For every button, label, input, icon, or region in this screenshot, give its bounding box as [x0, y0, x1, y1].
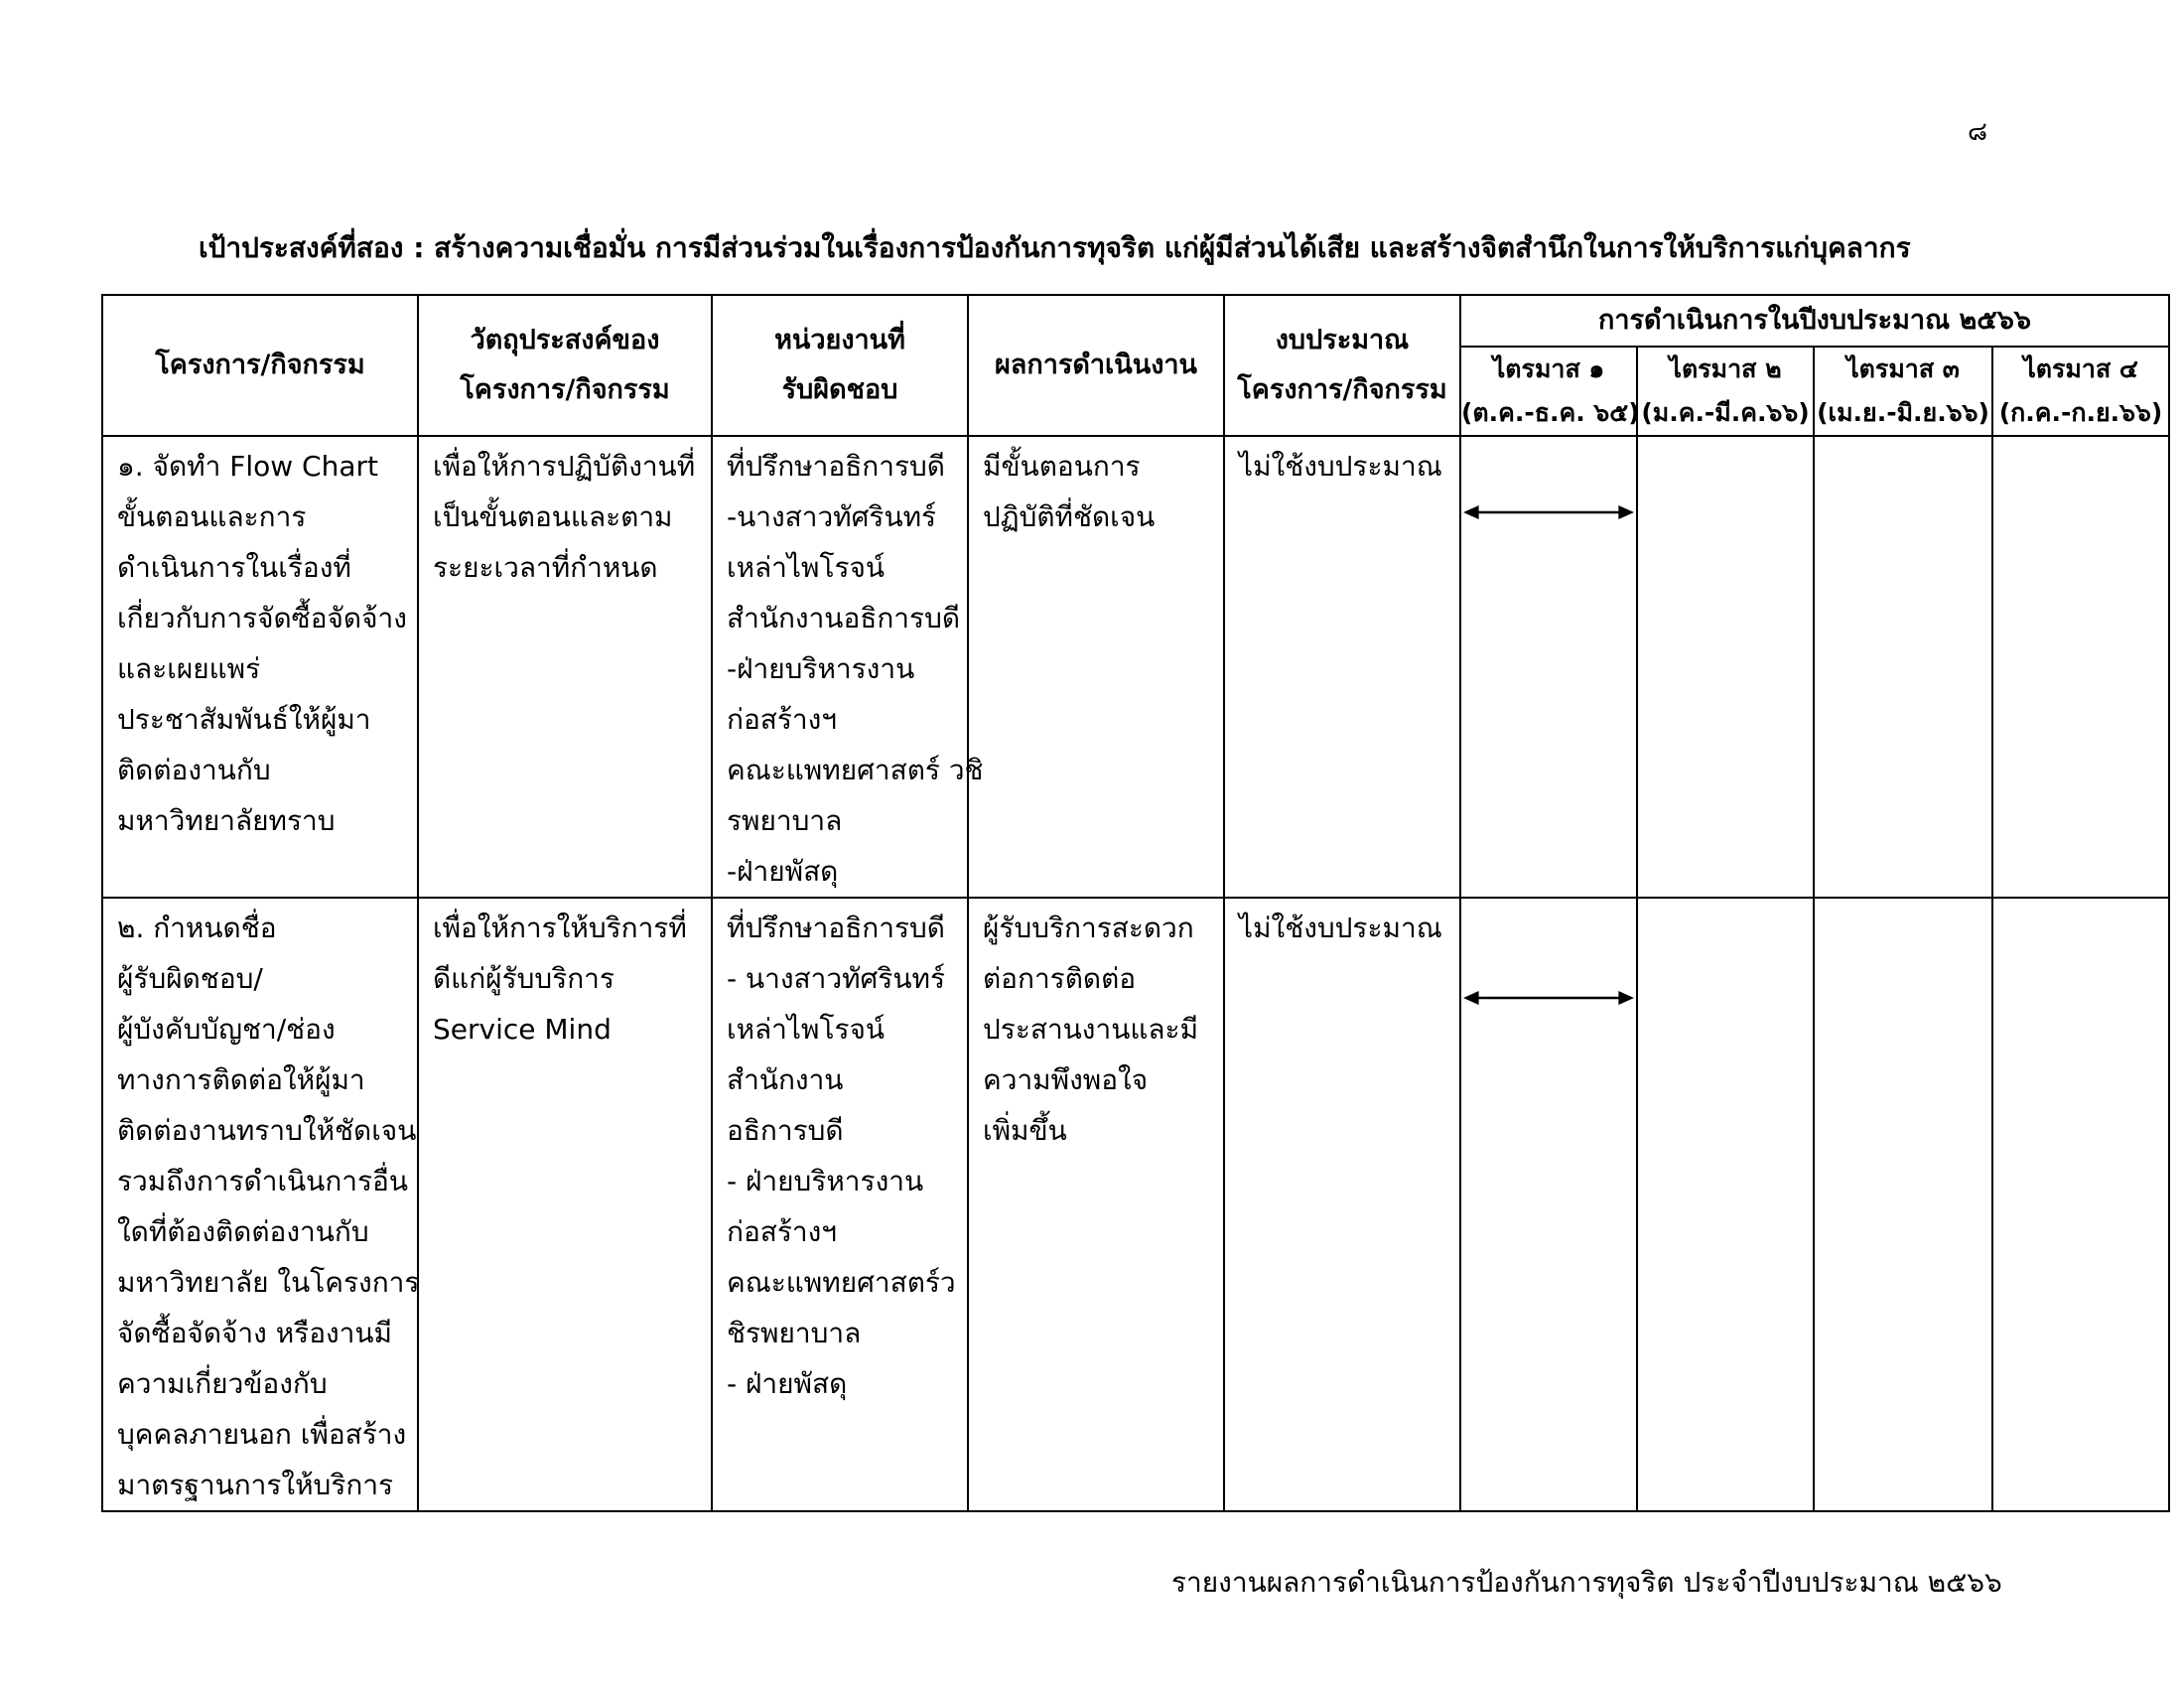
row-2-quarter-1 [1460, 898, 1637, 1511]
row-1-project: ๑. จัดทำ Flow Chart ขั้นตอนและการ ดำเนินการในเรื่องที่ เกี่ยวกับการจัดซื้อจัดจ้าง และเผยแพร่ ประชาสัมพันธ์ให้ผู้มา ติดต่องานกับ มหาวิทยาลัยทราบ [102, 436, 418, 898]
row-2-quarter-2 [1637, 898, 1814, 1511]
header-quarter-4: ไตรมาส ๔ (ก.ค.-ก.ย.๖๖) [1992, 347, 2169, 436]
header-quarter-3: ไตรมาส ๓ (เม.ย.-มิ.ย.๖๖) [1814, 347, 1992, 436]
table-row [102, 436, 2169, 898]
header-objective: วัตถุประสงค์ของ โครงการ/กิจกรรม [418, 295, 712, 436]
row-1-objective: เพื่อให้การปฏิบัติงานที่ เป็นขั้นตอนและตาม ระยะเวลาที่กำหนด [418, 436, 712, 898]
row-1-quarter-1 [1460, 436, 1637, 898]
header-budget: งบประมาณ โครงการ/กิจกรรม [1224, 295, 1460, 436]
table-row [102, 898, 2169, 1511]
timeline-arrow [1463, 502, 1634, 522]
page-footer: รายงานผลการดำเนินการป้องกันการทุจริต ประจำปีงบประมาณ ๒๕๖๖ [1171, 1566, 2002, 1599]
row-2-quarter-3 [1814, 898, 1992, 1511]
row-1-budget: ไม่ใช้งบประมาณ [1224, 436, 1460, 898]
header-project: โครงการ/กิจกรรม [102, 295, 418, 436]
timeline-arrow [1463, 988, 1634, 1008]
header-quarter-2: ไตรมาส ๒ (ม.ค.-มี.ค.๖๖) [1637, 347, 1814, 436]
row-1-quarter-2 [1637, 436, 1814, 898]
row-1-result: มีขั้นตอนการ ปฏิบัติที่ชัดเจน [968, 436, 1224, 898]
row-2-result: ผู้รับบริการสะดวก ต่อการติดต่อ ประสานงานและมี ความพึงพอใจ เพิ่มขึ้น [968, 898, 1224, 1511]
row-1-quarter-3 [1814, 436, 1992, 898]
row-2-unit: ที่ปรึกษาอธิการบดี - นางสาวทัศรินทร์ เหล่าไพโรจน์ สำนักงาน อธิการบดี - ฝ่ายบริหารงาน ก่อสร้างฯ คณะแพทยศาสตร์ว ชิรพยาบาล - ฝ่ายพัสดุ [712, 898, 968, 1511]
row-1-quarter-4 [1992, 436, 2169, 898]
row-1-unit: ที่ปรึกษาอธิการบดี -นางสาวทัศรินทร์ เหล่าไพโรจน์ สำนักงานอธิการบดี -ฝ่ายบริหารงาน ก่อสร้างฯ คณะแพทยศาสตร์ วชิ รพยาบาล -ฝ่ายพัสดุ [712, 436, 968, 898]
header-quarter-1: ไตรมาส ๑ (ต.ค.-ธ.ค. ๖๕) [1460, 347, 1637, 436]
row-2-budget: ไม่ใช้งบประมาณ [1224, 898, 1460, 1511]
row-2-objective: เพื่อให้การให้บริการที่ ดีแก่ผู้รับบริการ Service Mind [418, 898, 712, 1511]
header-result: ผลการดำเนินงาน [968, 295, 1224, 436]
page-number: ๘ [1968, 117, 1988, 147]
header-period-group: การดำเนินการในปีงบประมาณ ๒๕๖๖ [1460, 295, 2169, 347]
plan-table [101, 294, 2170, 1512]
header-unit: หน่วยงานที่ รับผิดชอบ [712, 295, 968, 436]
row-2-quarter-4 [1992, 898, 2169, 1511]
row-2-project: ๒. กำหนดชื่อ ผู้รับผิดชอบ/ ผู้บังคับบัญชา/ช่อง ทางการติดต่อให้ผู้มา ติดต่องานทราบให้ชัดเจน รวมถึงการดำเนินการอื่น ใดที่ต้องติดต่องานกับ มหาวิทยาลัย ในโครงการ จัดซื้อจัดจ้าง หรืองานมี ความเกี่ยวข้องกับ บุคคลภายนอก เพื่อสร้าง มาตรฐานการให้บริการ [102, 898, 418, 1511]
page-heading: เป้าประสงค์ที่สอง : สร้างความเชื่อมั่น การมีส่วนร่วมในเรื่องการป้องกันการทุจริต แก่ผู้มีส่วนได้เสีย และสร้างจิตสำนึกในการให้บริการแก่บุคลากร [199, 231, 1911, 264]
